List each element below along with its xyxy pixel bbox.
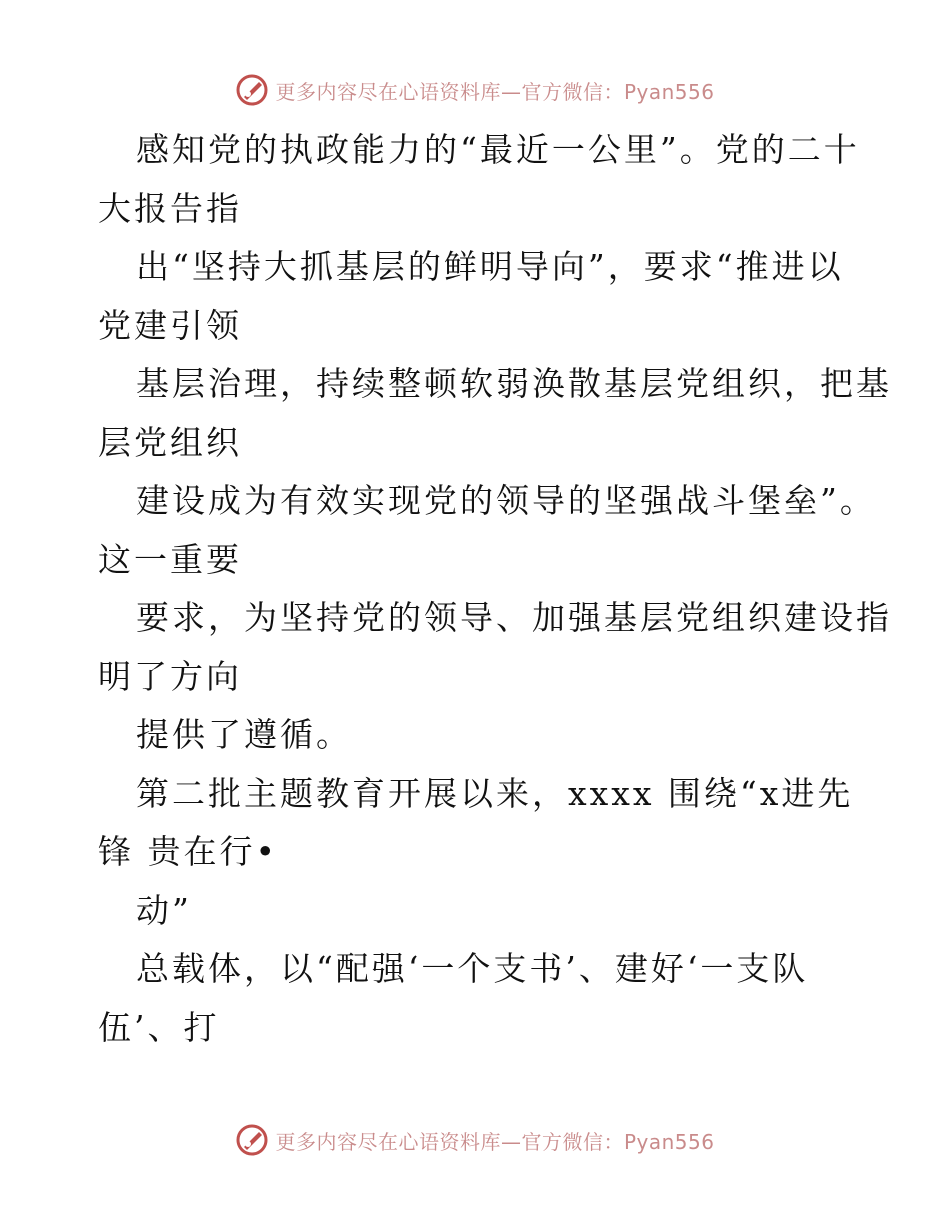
header-watermark: [0, 70, 950, 110]
text-line: 第二批主题教育开展以来，xxxx 围绕“x进先: [136, 773, 854, 813]
text-line: 这一重要: [98, 539, 242, 579]
text-line: 大报告指: [98, 188, 242, 228]
text-line: 基层治理，持续整顿软弱涣散基层党组织，把基: [136, 364, 892, 403]
text-line: 党建引领: [98, 305, 242, 345]
text-line: 动”: [136, 890, 192, 930]
text-line: 锋 贵在行•: [98, 832, 278, 871]
footer-watermark-text: 更多内容尽在心语资料库—官方微信：Pyan556: [275, 1129, 715, 1154]
text-line: 明了方向: [98, 656, 242, 696]
text-line: 伍’、打: [98, 1007, 220, 1047]
document-body: [98, 121, 892, 1057]
brand-logo-icon: [235, 73, 269, 107]
footer-watermark: [0, 1120, 950, 1160]
header-watermark-text: 更多内容尽在心语资料库—官方微信：Pyan556: [275, 79, 715, 104]
text-line: 出“坚持大抓基层的鲜明导向”，要求“推进以: [136, 247, 844, 286]
text-line: 要求，为坚持党的领导、加强基层党组织建设指: [136, 598, 892, 637]
text-line: 提供了遵循。: [136, 715, 352, 754]
text-line: 层党组织: [98, 422, 242, 462]
text-line: 建设成为有效实现党的领导的坚强战斗堡垒”。: [136, 481, 876, 520]
brand-logo-icon: [235, 1123, 269, 1157]
text-line: 总载体，以“配强‘一个支书’、建好‘一支队: [136, 949, 809, 988]
text-line: 感知党的执政能力的“最近一公里”。党的二十: [136, 130, 860, 169]
